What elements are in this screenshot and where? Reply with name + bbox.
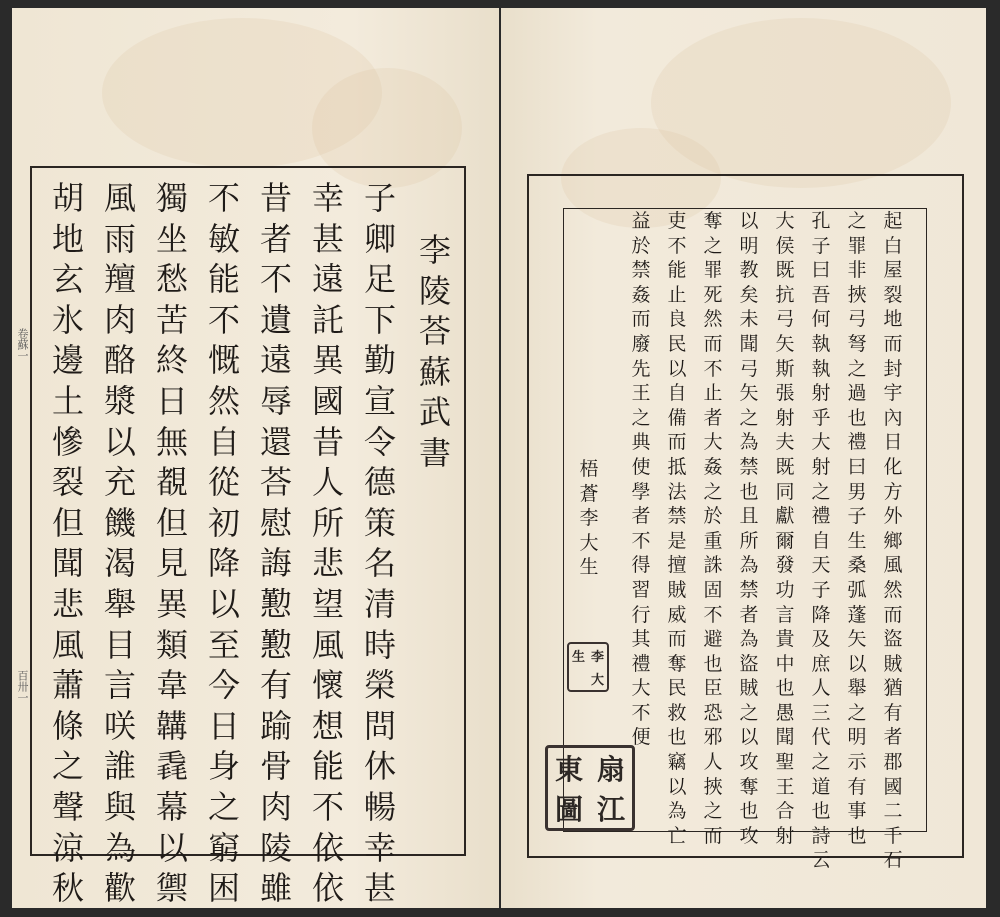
- right-col-signature: 梧 蒼 李 大 生: [579, 458, 599, 579]
- right-col-0: 起 白 屋 裂 地 而 封 宇 內 日 化 方 外 鄉 風 然 而 盜 賊 猶 有 者 郡 國 二 千 石: [883, 210, 903, 872]
- left-col-6: 風 雨 羶 肉 酪 漿 以 充 饑 渴 舉 目 言 咲 誰 與 為 歡: [103, 179, 136, 908]
- left-col-5: 獨 坐 愁 苦 終 日 無 覩 但 見 異 類 韋 韝 毳 幕 以 禦: [155, 179, 188, 908]
- left-col-0: 李 陵 荅 蘇 武 書: [418, 231, 451, 472]
- right-col-4: 以 明 教 矣 未 聞 弓 矢 之 為 禁 也 且 所 為 禁 者 為 盜 賊 之 以 攻 奪 也 攻: [739, 210, 759, 847]
- left-col-3: 昔 者 不 遺 遠 辱 還 荅 慰 誨 懃 懃 有 踰 骨 肉 陵 雖: [259, 179, 292, 908]
- right-col-2: 孔 子 曰 吾 何 執 執 射 乎 大 射 之 禮 自 天 子 降 及 庶 人 三 代 之 道 也 詩 云: [811, 210, 831, 872]
- left-col-4: 不 敏 能 不 慨 然 自 從 初 降 以 至 今 日 身 之 窮 困: [207, 179, 240, 908]
- left-col-7: 胡 地 玄 氷 邊 土 慘 裂 但 聞 悲 風 蕭 條 之 聲 涼 秋: [51, 179, 84, 908]
- left-margin-title: 卷蘇一: [16, 328, 29, 361]
- left-text-frame: [30, 166, 466, 856]
- right-col-3: 大 侯 既 抗 弓 矢 斯 張 射 夫 既 同 獻 爾 發 功 言 貴 中 也 愚 聞 聖 王 合 射: [775, 210, 795, 847]
- right-col-6: 吏 不 能 止 良 民 以 自 備 而 抵 法 禁 是 擅 賊 威 而 奪 民 救 也 竊 以 為 亡: [667, 210, 687, 847]
- left-col-2: 幸 甚 遠 託 異 國 昔 人 所 悲 望 風 懷 想 能 不 依 依: [311, 179, 344, 908]
- seal-small: 生 李 大: [567, 642, 609, 692]
- right-col-7: 益 於 禁 姦 而 廢 先 王 之 典 使 學 者 不 得 習 行 其 禮 大 不 便: [631, 210, 651, 749]
- seal-large: 東 扇 圖 江: [545, 745, 635, 831]
- left-margin-page-number: 百卅一: [16, 670, 29, 703]
- left-col-1: 子 卿 足 下 勤 宣 令 德 策 名 清 時 榮 問 休 暢 幸 甚: [363, 179, 396, 908]
- right-col-1: 之 罪 非 挾 弓 弩 之 過 也 禮 曰 男 子 生 桑 弧 蓬 矢 以 舉 之 明 示 有 事 也: [847, 210, 867, 847]
- right-col-5: 奪 之 罪 死 然 而 不 止 者 大 姦 之 於 重 誅 固 不 避 也 臣 恐 邪 人 挾 之 而: [703, 210, 723, 847]
